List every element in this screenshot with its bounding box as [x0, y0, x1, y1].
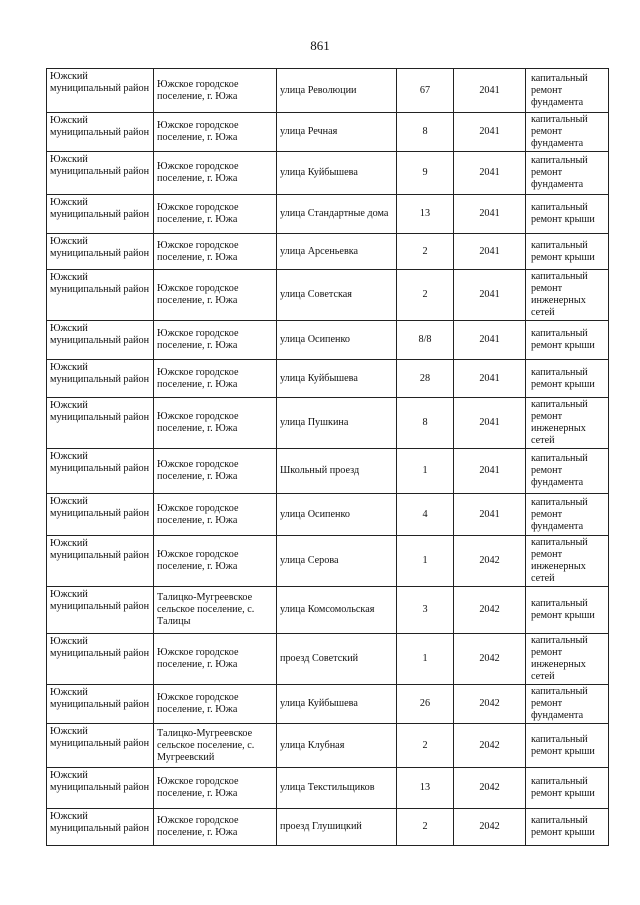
- table-row: [47, 809, 609, 846]
- page-number: 861: [310, 38, 330, 53]
- table-row: [47, 494, 609, 536]
- house-number-cell: 9: [397, 152, 454, 195]
- house-number-cell: 2: [397, 724, 454, 768]
- district-cell: Южский муниципальный район: [47, 360, 154, 398]
- table-row: [47, 724, 609, 768]
- year-cell: 2042: [454, 768, 526, 809]
- district-cell: Южский муниципальный район: [47, 234, 154, 270]
- table-row: [47, 398, 609, 449]
- district-cell: Южский муниципальный район: [47, 768, 154, 809]
- table-row: [47, 321, 609, 360]
- table-row: [47, 768, 609, 809]
- year-cell: 2041: [454, 494, 526, 536]
- year-cell: 2042: [454, 634, 526, 685]
- table-row: [47, 113, 609, 152]
- district-cell: Южский муниципальный район: [47, 809, 154, 846]
- street-cell: улица Революции: [277, 69, 397, 113]
- settlement-cell: Южское городское поселение, г. Южа: [154, 321, 277, 360]
- work-type-cell: капитальный ремонт инженерных сетей: [526, 634, 609, 685]
- settlement-cell: Талицко-Мугреевское сельское поселение, с. Талицы: [154, 587, 277, 634]
- house-number-cell: 13: [397, 768, 454, 809]
- street-cell: улица Речная: [277, 113, 397, 152]
- settlement-cell: Южское городское поселение, г. Южа: [154, 234, 277, 270]
- district-cell: Южский муниципальный район: [47, 113, 154, 152]
- house-number-cell: 4: [397, 494, 454, 536]
- year-cell: 2041: [454, 69, 526, 113]
- table-row: [47, 152, 609, 195]
- settlement-cell: Южское городское поселение, г. Южа: [154, 360, 277, 398]
- table-row: [47, 234, 609, 270]
- settlement-cell: Южское городское поселение, г. Южа: [154, 809, 277, 846]
- table-row: [47, 69, 609, 113]
- street-cell: улица Комсомольская: [277, 587, 397, 634]
- house-number-cell: 2: [397, 809, 454, 846]
- table-row: [47, 587, 609, 634]
- district-cell: Южский муниципальный район: [47, 724, 154, 768]
- settlement-cell: Южское городское поселение, г. Южа: [154, 634, 277, 685]
- district-cell: Южский муниципальный район: [47, 685, 154, 724]
- district-cell: Южский муниципальный район: [47, 152, 154, 195]
- work-type-cell: капитальный ремонт крыши: [526, 195, 609, 234]
- house-number-cell: 3: [397, 587, 454, 634]
- year-cell: 2042: [454, 587, 526, 634]
- settlement-cell: Южское городское поселение, г. Южа: [154, 69, 277, 113]
- house-number-cell: 1: [397, 449, 454, 494]
- work-type-cell: капитальный ремонт фундамента: [526, 113, 609, 152]
- house-number-cell: 8/8: [397, 321, 454, 360]
- district-cell: Южский муниципальный район: [47, 321, 154, 360]
- street-cell: улица Текстильщиков: [277, 768, 397, 809]
- settlement-cell: Южское городское поселение, г. Южа: [154, 449, 277, 494]
- settlement-cell: Южское городское поселение, г. Южа: [154, 536, 277, 587]
- work-type-cell: капитальный ремонт крыши: [526, 234, 609, 270]
- year-cell: 2042: [454, 685, 526, 724]
- street-cell: улица Осипенко: [277, 494, 397, 536]
- year-cell: 2041: [454, 234, 526, 270]
- year-cell: 2042: [454, 809, 526, 846]
- street-cell: улица Пушкина: [277, 398, 397, 449]
- work-type-cell: капитальный ремонт фундамента: [526, 494, 609, 536]
- house-number-cell: 1: [397, 634, 454, 685]
- settlement-cell: Талицко-Мугреевское сельское поселение, с. Мугреевский: [154, 724, 277, 768]
- year-cell: 2041: [454, 449, 526, 494]
- work-type-cell: капитальный ремонт крыши: [526, 724, 609, 768]
- table-row: [47, 195, 609, 234]
- house-number-cell: 67: [397, 69, 454, 113]
- year-cell: 2041: [454, 270, 526, 321]
- street-cell: улица Куйбышева: [277, 360, 397, 398]
- year-cell: 2041: [454, 195, 526, 234]
- house-number-cell: 28: [397, 360, 454, 398]
- work-type-cell: капитальный ремонт фундамента: [526, 152, 609, 195]
- repair-schedule-table: [46, 68, 609, 846]
- district-cell: Южский муниципальный район: [47, 536, 154, 587]
- street-cell: улица Стандартные дома: [277, 195, 397, 234]
- table-row: [47, 270, 609, 321]
- work-type-cell: капитальный ремонт крыши: [526, 360, 609, 398]
- table-row: [47, 634, 609, 685]
- house-number-cell: 8: [397, 113, 454, 152]
- street-cell: улица Осипенко: [277, 321, 397, 360]
- settlement-cell: Южское городское поселение, г. Южа: [154, 494, 277, 536]
- year-cell: 2041: [454, 113, 526, 152]
- settlement-cell: Южское городское поселение, г. Южа: [154, 685, 277, 724]
- district-cell: Южский муниципальный район: [47, 398, 154, 449]
- street-cell: улица Советская: [277, 270, 397, 321]
- year-cell: 2041: [454, 152, 526, 195]
- settlement-cell: Южское городское поселение, г. Южа: [154, 768, 277, 809]
- work-type-cell: капитальный ремонт крыши: [526, 809, 609, 846]
- year-cell: 2041: [454, 398, 526, 449]
- house-number-cell: 2: [397, 234, 454, 270]
- district-cell: Южский муниципальный район: [47, 270, 154, 321]
- work-type-cell: капитальный ремонт инженерных сетей: [526, 536, 609, 587]
- work-type-cell: капитальный ремонт фундамента: [526, 685, 609, 724]
- street-cell: Школьный проезд: [277, 449, 397, 494]
- district-cell: Южский муниципальный район: [47, 494, 154, 536]
- settlement-cell: Южское городское поселение, г. Южа: [154, 152, 277, 195]
- street-cell: улица Серова: [277, 536, 397, 587]
- street-cell: проезд Глушицкий: [277, 809, 397, 846]
- district-cell: Южский муниципальный район: [47, 195, 154, 234]
- house-number-cell: 8: [397, 398, 454, 449]
- street-cell: улица Куйбышева: [277, 152, 397, 195]
- table-row: [47, 360, 609, 398]
- house-number-cell: 26: [397, 685, 454, 724]
- year-cell: 2041: [454, 360, 526, 398]
- street-cell: улица Клубная: [277, 724, 397, 768]
- table-row: [47, 449, 609, 494]
- table-row: [47, 685, 609, 724]
- year-cell: 2042: [454, 724, 526, 768]
- work-type-cell: капитальный ремонт фундамента: [526, 449, 609, 494]
- district-cell: Южский муниципальный район: [47, 449, 154, 494]
- table-row: [47, 536, 609, 587]
- street-cell: проезд Советский: [277, 634, 397, 685]
- work-type-cell: капитальный ремонт инженерных сетей: [526, 398, 609, 449]
- work-type-cell: капитальный ремонт инженерных сетей: [526, 270, 609, 321]
- district-cell: Южский муниципальный район: [47, 634, 154, 685]
- house-number-cell: 1: [397, 536, 454, 587]
- house-number-cell: 2: [397, 270, 454, 321]
- settlement-cell: Южское городское поселение, г. Южа: [154, 113, 277, 152]
- settlement-cell: Южское городское поселение, г. Южа: [154, 270, 277, 321]
- work-type-cell: капитальный ремонт крыши: [526, 587, 609, 634]
- district-cell: Южский муниципальный район: [47, 587, 154, 634]
- work-type-cell: капитальный ремонт фундамента: [526, 69, 609, 113]
- house-number-cell: 13: [397, 195, 454, 234]
- street-cell: улица Куйбышева: [277, 685, 397, 724]
- settlement-cell: Южское городское поселение, г. Южа: [154, 398, 277, 449]
- work-type-cell: капитальный ремонт крыши: [526, 321, 609, 360]
- work-type-cell: капитальный ремонт крыши: [526, 768, 609, 809]
- district-cell: Южский муниципальный район: [47, 69, 154, 113]
- year-cell: 2042: [454, 536, 526, 587]
- year-cell: 2041: [454, 321, 526, 360]
- street-cell: улица Арсеньевка: [277, 234, 397, 270]
- settlement-cell: Южское городское поселение, г. Южа: [154, 195, 277, 234]
